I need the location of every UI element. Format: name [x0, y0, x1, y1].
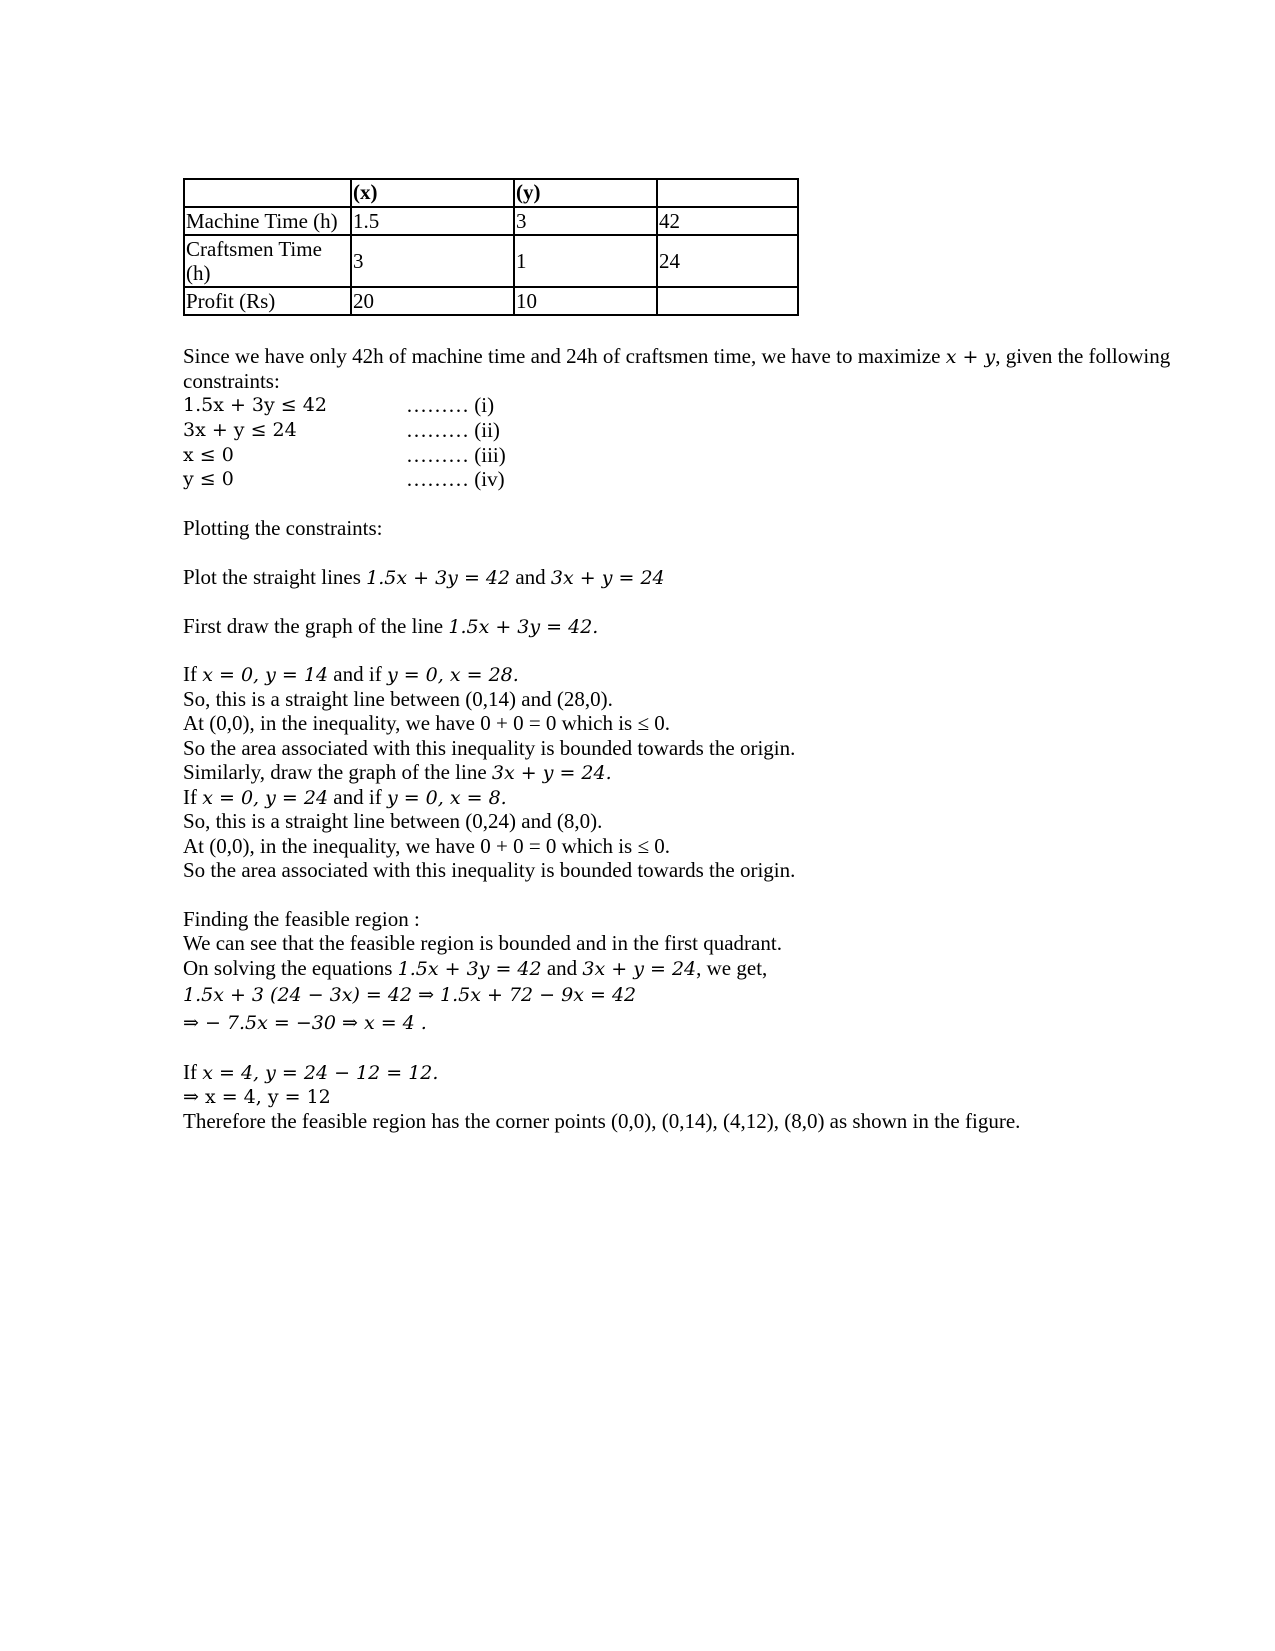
derivation-step-1: 1.5x + 3 (24 − 3x) = 42 ⇒ 1.5x + 72 − 9x = 42 — [183, 984, 637, 1006]
sentence: At (0,0), in the inequality, we have 0 + 0 = 0 which is ≤ 0. — [183, 711, 671, 735]
solving-sentence — [183, 956, 767, 982]
sentence-text: Similarly, draw the graph of the line — [183, 760, 492, 784]
table-cell: Machine Time (h) — [184, 207, 351, 235]
equation: x = 0, y = 24 — [202, 787, 329, 809]
sentence-text: If — [183, 785, 203, 809]
table-cell — [657, 287, 798, 315]
table-cell: Craftsmen Time (h) — [184, 235, 351, 287]
table-cell: 42 — [657, 207, 798, 235]
sentence-text: and — [541, 956, 583, 980]
intercepts-line-1 — [183, 662, 519, 688]
equation: 1.5x + 3y = 42 — [397, 958, 542, 980]
equation: 3x + y = 24 — [550, 567, 665, 589]
table-cell: 20 — [351, 287, 514, 315]
intro-text: , given the following — [995, 344, 1171, 368]
constraint-label: ……… (ii) — [406, 418, 500, 442]
sentence-text: If — [183, 662, 203, 686]
sentence-text: First draw the graph of the line — [183, 614, 449, 638]
constraint-expression: 1.5x + 3y ≤ 42 — [183, 394, 327, 416]
similarly-sentence — [183, 760, 612, 786]
table-row — [184, 287, 798, 315]
table-row — [184, 207, 798, 235]
intro-paragraph-cont: constraints: — [183, 369, 280, 393]
equation: 3x + y = 24. — [491, 762, 612, 784]
derivation-step-2: ⇒ − 7.5x = −30 ⇒ x = 4 . — [183, 1012, 427, 1034]
equation: ⇒ x = 4, y = 12 — [183, 1086, 331, 1108]
table-header-cell — [657, 179, 798, 207]
equation: 1.5x + 3y = 42. — [448, 616, 599, 638]
table-cell: 3 — [514, 207, 657, 235]
intro-paragraph — [183, 344, 1170, 370]
equation: y = 0, x = 8. — [386, 787, 507, 809]
result-line — [183, 1084, 331, 1110]
sentence: At (0,0), in the inequality, we have 0 + 0 = 0 which is ≤ 0. — [183, 834, 671, 858]
table-cell: 1 — [514, 235, 657, 287]
resource-table — [183, 178, 799, 316]
equation: 3x + y = 24 — [582, 958, 697, 980]
sentence-text: and if — [328, 785, 387, 809]
constraint-label: ……… (iii) — [406, 443, 506, 467]
table-cell: 24 — [657, 235, 798, 287]
table-header-cell: (y) — [514, 179, 657, 207]
sentence: So the area associated with this inequality is bounded towards the origin. — [183, 736, 796, 760]
table-cell: 10 — [514, 287, 657, 315]
constraint-label: ……… (iv) — [406, 467, 505, 491]
sentence-text: Plot the straight lines — [183, 565, 367, 589]
constraint-expression: x ≤ 0 — [183, 444, 234, 466]
table-row — [184, 235, 798, 287]
sentence: We can see that the feasible region is bounded and in the first quadrant. — [183, 931, 782, 955]
constraint-label: ……… (i) — [406, 393, 495, 417]
equation: 1.5x + 3y = 42 — [366, 567, 511, 589]
sentence-text: , we get, — [696, 956, 768, 980]
sentence: So the area associated with this inequality is bounded towards the origin. — [183, 858, 796, 882]
substitution-line — [183, 1060, 438, 1086]
table-cell: Profit (Rs) — [184, 287, 351, 315]
constraint-expression: y ≤ 0 — [183, 468, 234, 490]
conclusion-sentence: Therefore the feasible region has the corner points (0,0), (0,14), (4,12), (8,0) as shown in the figure. — [183, 1109, 1021, 1133]
table-header-cell: (x) — [351, 179, 514, 207]
table-header-cell — [184, 179, 351, 207]
sentence: So, this is a straight line between (0,24) and (8,0). — [183, 809, 603, 833]
constraint-expression: 3x + y ≤ 24 — [183, 419, 297, 441]
section-heading-plotting: Plotting the constraints: — [183, 516, 383, 540]
equation: y = 0, x = 28. — [386, 664, 519, 686]
intro-text: Since we have only 42h of machine time and 24h of craftsmen time, we have to maximize — [183, 344, 946, 368]
intercepts-line-2 — [183, 785, 507, 811]
section-heading-feasible: Finding the feasible region : — [183, 907, 420, 931]
sentence-text: and if — [328, 662, 387, 686]
equation: x = 0, y = 14 — [202, 664, 329, 686]
sentence-text: and — [510, 565, 551, 589]
sentence: So, this is a straight line between (0,14) and (28,0). — [183, 687, 613, 711]
table-header-row — [184, 179, 798, 207]
table-cell: 1.5 — [351, 207, 514, 235]
sentence-text: On solving the equations — [183, 956, 398, 980]
first-line-sentence — [183, 614, 598, 640]
plot-lines-sentence — [183, 565, 665, 591]
sentence-text: If — [183, 1060, 203, 1084]
equation: x = 4, y = 24 − 12 = 12. — [202, 1062, 439, 1084]
table-cell: 3 — [351, 235, 514, 287]
objective-expression: x + y — [945, 346, 996, 368]
